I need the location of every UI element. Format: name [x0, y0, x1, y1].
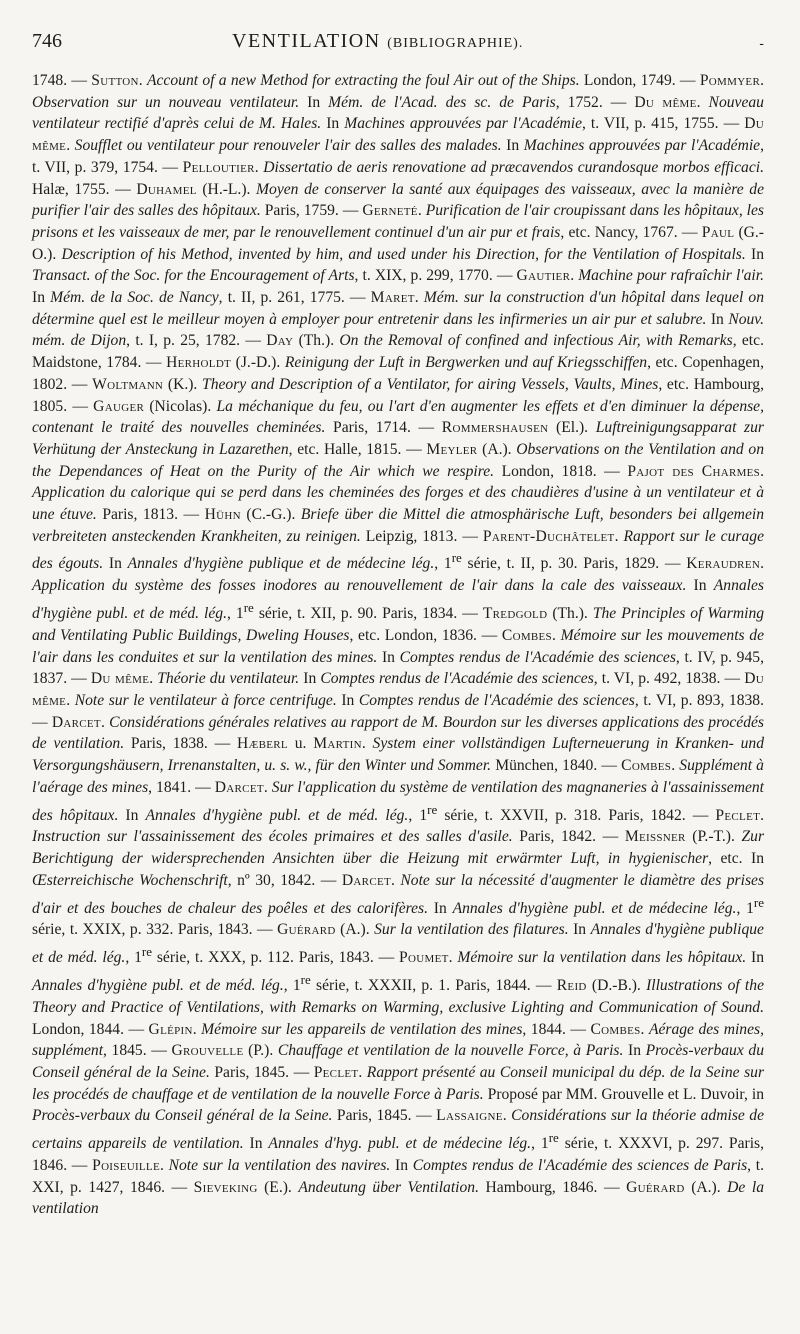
running-title-sub: (BIBLIOGRAPHIE).: [387, 36, 524, 51]
bibliography-text: 1748. — Sutton. Account of a new Method for extracting the foul Air out of the Ships. London, 1749. — Pommyer. Observation sur un nouveau ventilateur. In Mém. de l'Acad. des sc. de Paris, 1752. — Du même. Nouveau ventilateur rectifié d'après celui de M. Hales. In Machines approuvées par l'Académie, t. VII, p. 415, 1755. — Du même. Soufflet ou ventilateur pour renouveler l'air des salles des malades. In Machines approuvées par l'Académie, t. VII, p. 379, 1754. — Pelloutier. Dissertatio de aeris renovatione ad præcavendos curandosque morbos efficaci. Halæ, 1755. — Duhamel (H.-L.). Moyen de conserver la santé aux équipages des vaisseaux, avec la manière de purifier l'air des salles des hôpitaux. Paris, 1759. — Gerneté. Purification de l'air croupissant dans les hôpitaux, les prisons et les vaisseaux de mer, par le renouvellement continuel d'un air pur et frais, etc. Nancy, 1767. — Paul (G.-O.). Description of his Method, invented by him, and used under his Direction, for the Ventilation of Hospitals. In Transact. of the Soc. for the Encouragement of Arts, t. XIX, p. 299, 1770. — Gautier. Machine pour rafraîchir l'air. In Mém. de la Soc. de Nancy, t. II, p. 261, 1775. — Maret. Mém. sur la construction d'un hôpital dans lequel on détermine quel est le meilleur moyen à employer pour entretenir dans les infirmeries un air pur et salubre. In Nouv. mém. de Dijon, t. I, p. 25, 1782. — Day (Th.). On the Removal of confined and infectious Air, with Remarks, etc. Maidstone, 1784. — Herholdt (J.-D.). Reinigung der Luft in Bergwerken und auf Kriegsschiffen, etc. Copenhagen, 1802. — Woltmann (K.). Theory and Description of a Ventilator, for airing Vessels, Vaults, Mines, etc. Hambourg, 1805. — Gauger (Nicolas). La méchanique du feu, ou l'art d'en augmenter les effets et d'en diminuer la dépense, contenant le traité des nouvelles cheminées. Paris, 1714. — Rommershausen (El.). Luftreinigungsapparat zur Verhütung der Ansteckung in Lazarethen, etc. Halle, 1815. — Meyler (A.). Observations on the Ventilation and on the Dependances of Heat on the Purity of the Air which we respire. London, 1818. — Pajot des Charmes. Application du calorique qui se perd dans les cheminées des forges et des chaudières d'usine à un ventilateur et à une étuve. Paris, 1813. — Hühn (C.-G.). Briefe über die Mittel die atmosphärische Luft, besonders bei allgemein verbreiteten ansteckenden Krankheiten, zu reinigen. Leipzig, 1813. — Parent-Duchâtelet. Rapport sur le curage des égouts. In Annales d'hygiène publique et de médecine lég., 1re série, t. II, p. 30. Paris, 1829. — Keraudren. Application du système des fosses inodores au renouvellement de l'air dans la cale des vaisseaux. In Annales d'hygiène publ. et de méd. lég., 1re série, t. XII, p. 90. Paris, 1834. — Tredgold (Th.). The Principles of Warming and Ventilating Public Buildings, Dweling Houses, etc. London, 1836. — Combes. Mémoire sur les mouvements de l'air dans les conduites et sur la ventilation des mines. In Comptes rendus de l'Académie des sciences, t. IV, p. 945, 1837. — Du même. Théorie du ventilateur. In Comptes rendus de l'Académie des sciences, t. VI, p. 492, 1838. — Du même. Note sur le ventilateur à force centrifuge. In Comptes rendus de l'Académie des sciences, t. VI, p. 893, 1838. — Darcet. Considérations générales relatives au rapport de M. Bourdon sur les diverses applications des procédés de ventilation. Paris, 1838. — Hæberl u. Martin. System einer vollständigen Lufterneuerung in Kranken- und Versorgungshäusern, Irrenanstalten, u. s. w., für den Winter und Sommer. München, 1840. — Combes. Supplément à l'aérage des mines, 1841. — Darcet. Sur l'application du système de ventilation des magnaneries à l'assainissement des hôpitaux. In Annales d'hygiène publ. et de méd. lég., 1re série, t. XXVII, p. 318. Paris, 1842. — Peclet. Instruction sur l'assainissement des écoles primaires et des salles d'asile. Paris, 1842. — Meissner (P.-T.). Zur Berichtigung der widersprechenden Ansichten über die Heizung mit erwärmter Luft, in hygienischer, etc. In Œsterreichische Wochenschrift, nº 30, 1842. — Darcet. Note sur la nécessité d'augmenter le diamètre des prises d'air et des bouches de chaleur des poêles et des calorifères. In Annales d'hygiène publ. et de médecine lég., 1re série, t. XXIX, p. 332. Paris, 1843. — Guérard (A.). Sur la ventilation des filatures. In Annales d'hygiène publique et de méd. lég., 1re série, t. XXX, p. 112. Paris, 1843. — Poumet. Mémoire sur la ventilation dans les hôpitaux. In Annales d'hygiène publ. et de méd. lég., 1re série, t. XXXII, p. 1. Paris, 1844. — Reid (D.-B.). Illustrations of the Theory and Practice of Ventilations, with Remarks on Warming, exclusive Lighting and Communication of Sound. London, 1844. — Glépin. Mémoire sur les appareils de ventilation des mines, 1844. — Combes. Aérage des mines, supplément, 1845. — Grouvelle (P.). Chauffage et ventilation de la nouvelle Force, à Paris. In Procès-verbaux du Conseil général de la Seine. Paris, 1845. — Peclet. Rapport présenté au Conseil municipal du dép. de la Seine sur les procédés de chauffage et de ventilation de la nouvelle Force à Paris. Proposé par MM. Grouvelle et L. Duvoir, in Procès-verbaux du Conseil général de la Seine. Paris, 1845. — Lassaigne. Considérations sur la théorie admise de certains appareils de ventilation. In Annales d'hyg. publ. et de médecine lég., 1re série, t. XXXVI, p. 297. Paris, 1846. — Poiseuille. Note sur la ventilation des navires. In Comptes rendus de l'Académie des sciences de Paris, t. XXI, p. 1427, 1846. — Sieveking (E.). Andeutung über Ventilation. Hambourg, 1846. — Guérard (A.). De la ventilation: [32, 72, 765, 1218]
page-header: [32, 30, 764, 58]
running-title-main: VENTILATION: [232, 30, 381, 52]
page-number: 746: [32, 30, 62, 52]
running-title: [232, 30, 523, 53]
header-mark: -: [759, 36, 764, 52]
